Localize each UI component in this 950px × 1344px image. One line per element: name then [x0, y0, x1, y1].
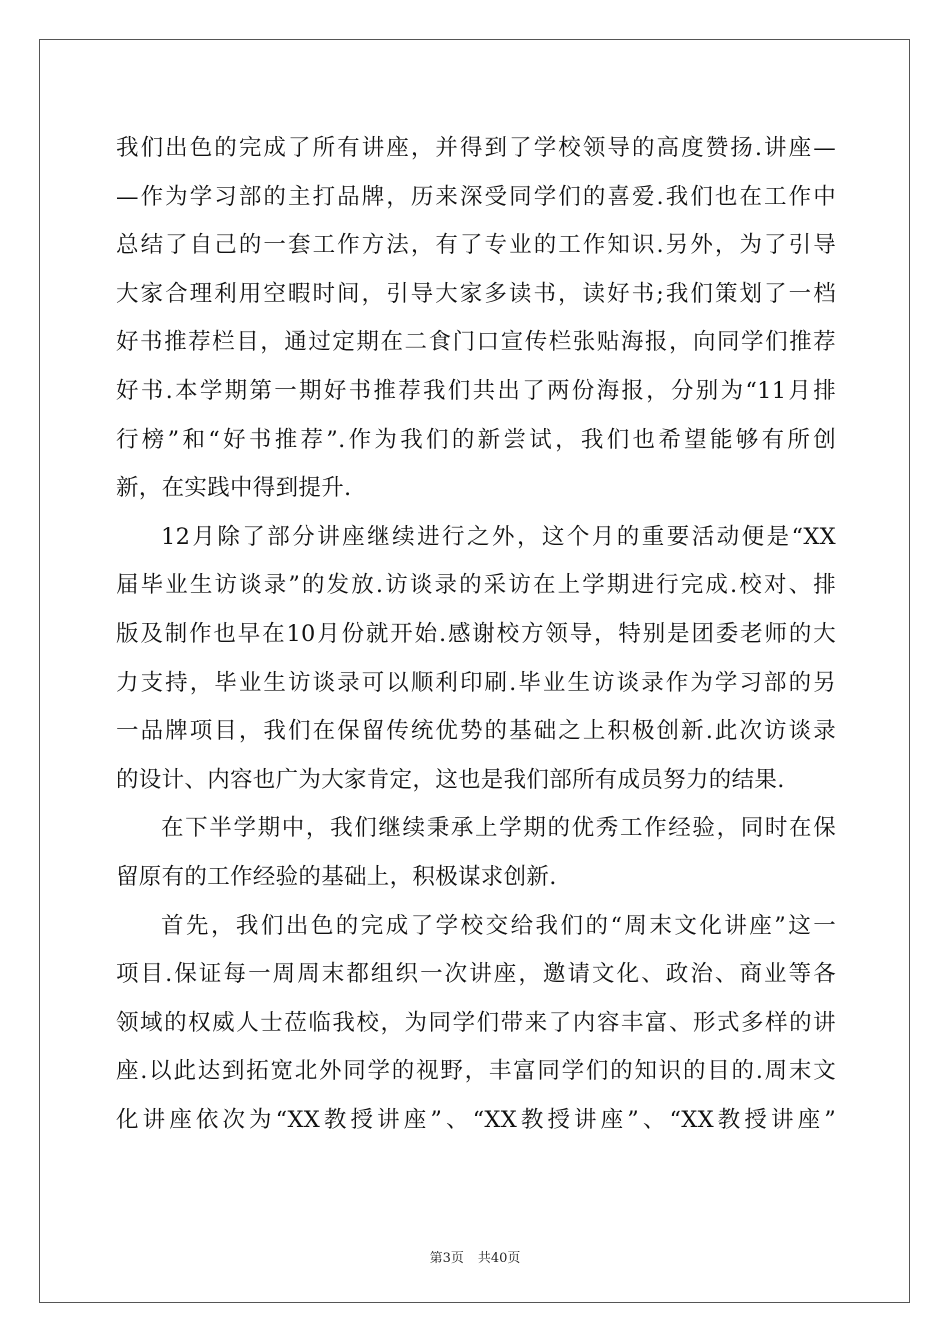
- document-body: [116, 124, 836, 1144]
- text-line: 大家合理利用空暇时间，引导大家多读书，读好书;我们策划了一档: [116, 280, 836, 307]
- paragraph: [116, 513, 836, 805]
- text-line: 留原有的工作经验的基础上，积极谋求创新.: [116, 863, 557, 890]
- text-line: 首先，我们出色的完成了学校交给我们的“周末文化讲座”这一: [161, 912, 836, 939]
- current-page-label: 第3页: [429, 1251, 464, 1266]
- text-line: 新，在实践中得到提升.: [116, 475, 352, 502]
- page-footer: [0, 1247, 950, 1266]
- paragraph: [116, 124, 836, 513]
- total-pages-label: 共40页: [477, 1251, 521, 1266]
- text-line: 在下半学期中，我们继续秉承上学期的优秀工作经验，同时在保: [161, 815, 836, 842]
- text-line: 项目.保证每一周周末都组织一次讲座，邀请文化、政治、商业等各: [116, 961, 836, 988]
- text-line: 版及制作也早在10月份就开始.感谢校方领导，特别是团委老师的大: [116, 620, 836, 647]
- text-line: 行榜”和“好书推荐”.作为我们的新尝试，我们也希望能够有所创: [116, 426, 836, 453]
- text-line: 届毕业生访谈录”的发放.访谈录的采访在上学期进行完成.校对、排: [116, 572, 836, 599]
- text-line: 好书.本学期第一期好书推荐我们共出了两份海报，分别为“11月排: [116, 377, 836, 404]
- text-line: 总结了自己的一套工作方法，有了专业的工作知识.另外，为了引导: [116, 232, 836, 259]
- text-line: 12月除了部分讲座继续进行之外，这个月的重要活动便是“XX: [161, 523, 836, 550]
- paragraph: [116, 902, 836, 1145]
- text-line: 化讲座依次为“XX教授讲座”、“XX教授讲座”、“XX教授讲座”: [116, 1106, 836, 1133]
- text-line: 座.以此达到拓宽北外同学的视野，丰富同学们的知识的目的.周末文: [116, 1058, 836, 1085]
- text-line: 的设计、内容也广为大家肯定，这也是我们部所有成员努力的结果.: [116, 766, 785, 793]
- text-line: 力支持，毕业生访谈录可以顺利印刷.毕业生访谈录作为学习部的另: [116, 669, 836, 696]
- paragraph: [116, 804, 836, 901]
- text-line: —作为学习部的主打品牌，历来深受同学们的喜爱.我们也在工作中: [116, 183, 836, 210]
- text-line: 领域的权威人士莅临我校，为同学们带来了内容丰富、形式多样的讲: [116, 1009, 836, 1036]
- text-line: 好书推荐栏目，通过定期在二食门口宣传栏张贴海报，向同学们推荐: [116, 329, 836, 356]
- text-line: 一品牌项目，我们在保留传统优势的基础之上积极创新.此次访谈录: [116, 718, 836, 745]
- text-line: 我们出色的完成了所有讲座，并得到了学校领导的高度赞扬.讲座—: [116, 135, 836, 161]
